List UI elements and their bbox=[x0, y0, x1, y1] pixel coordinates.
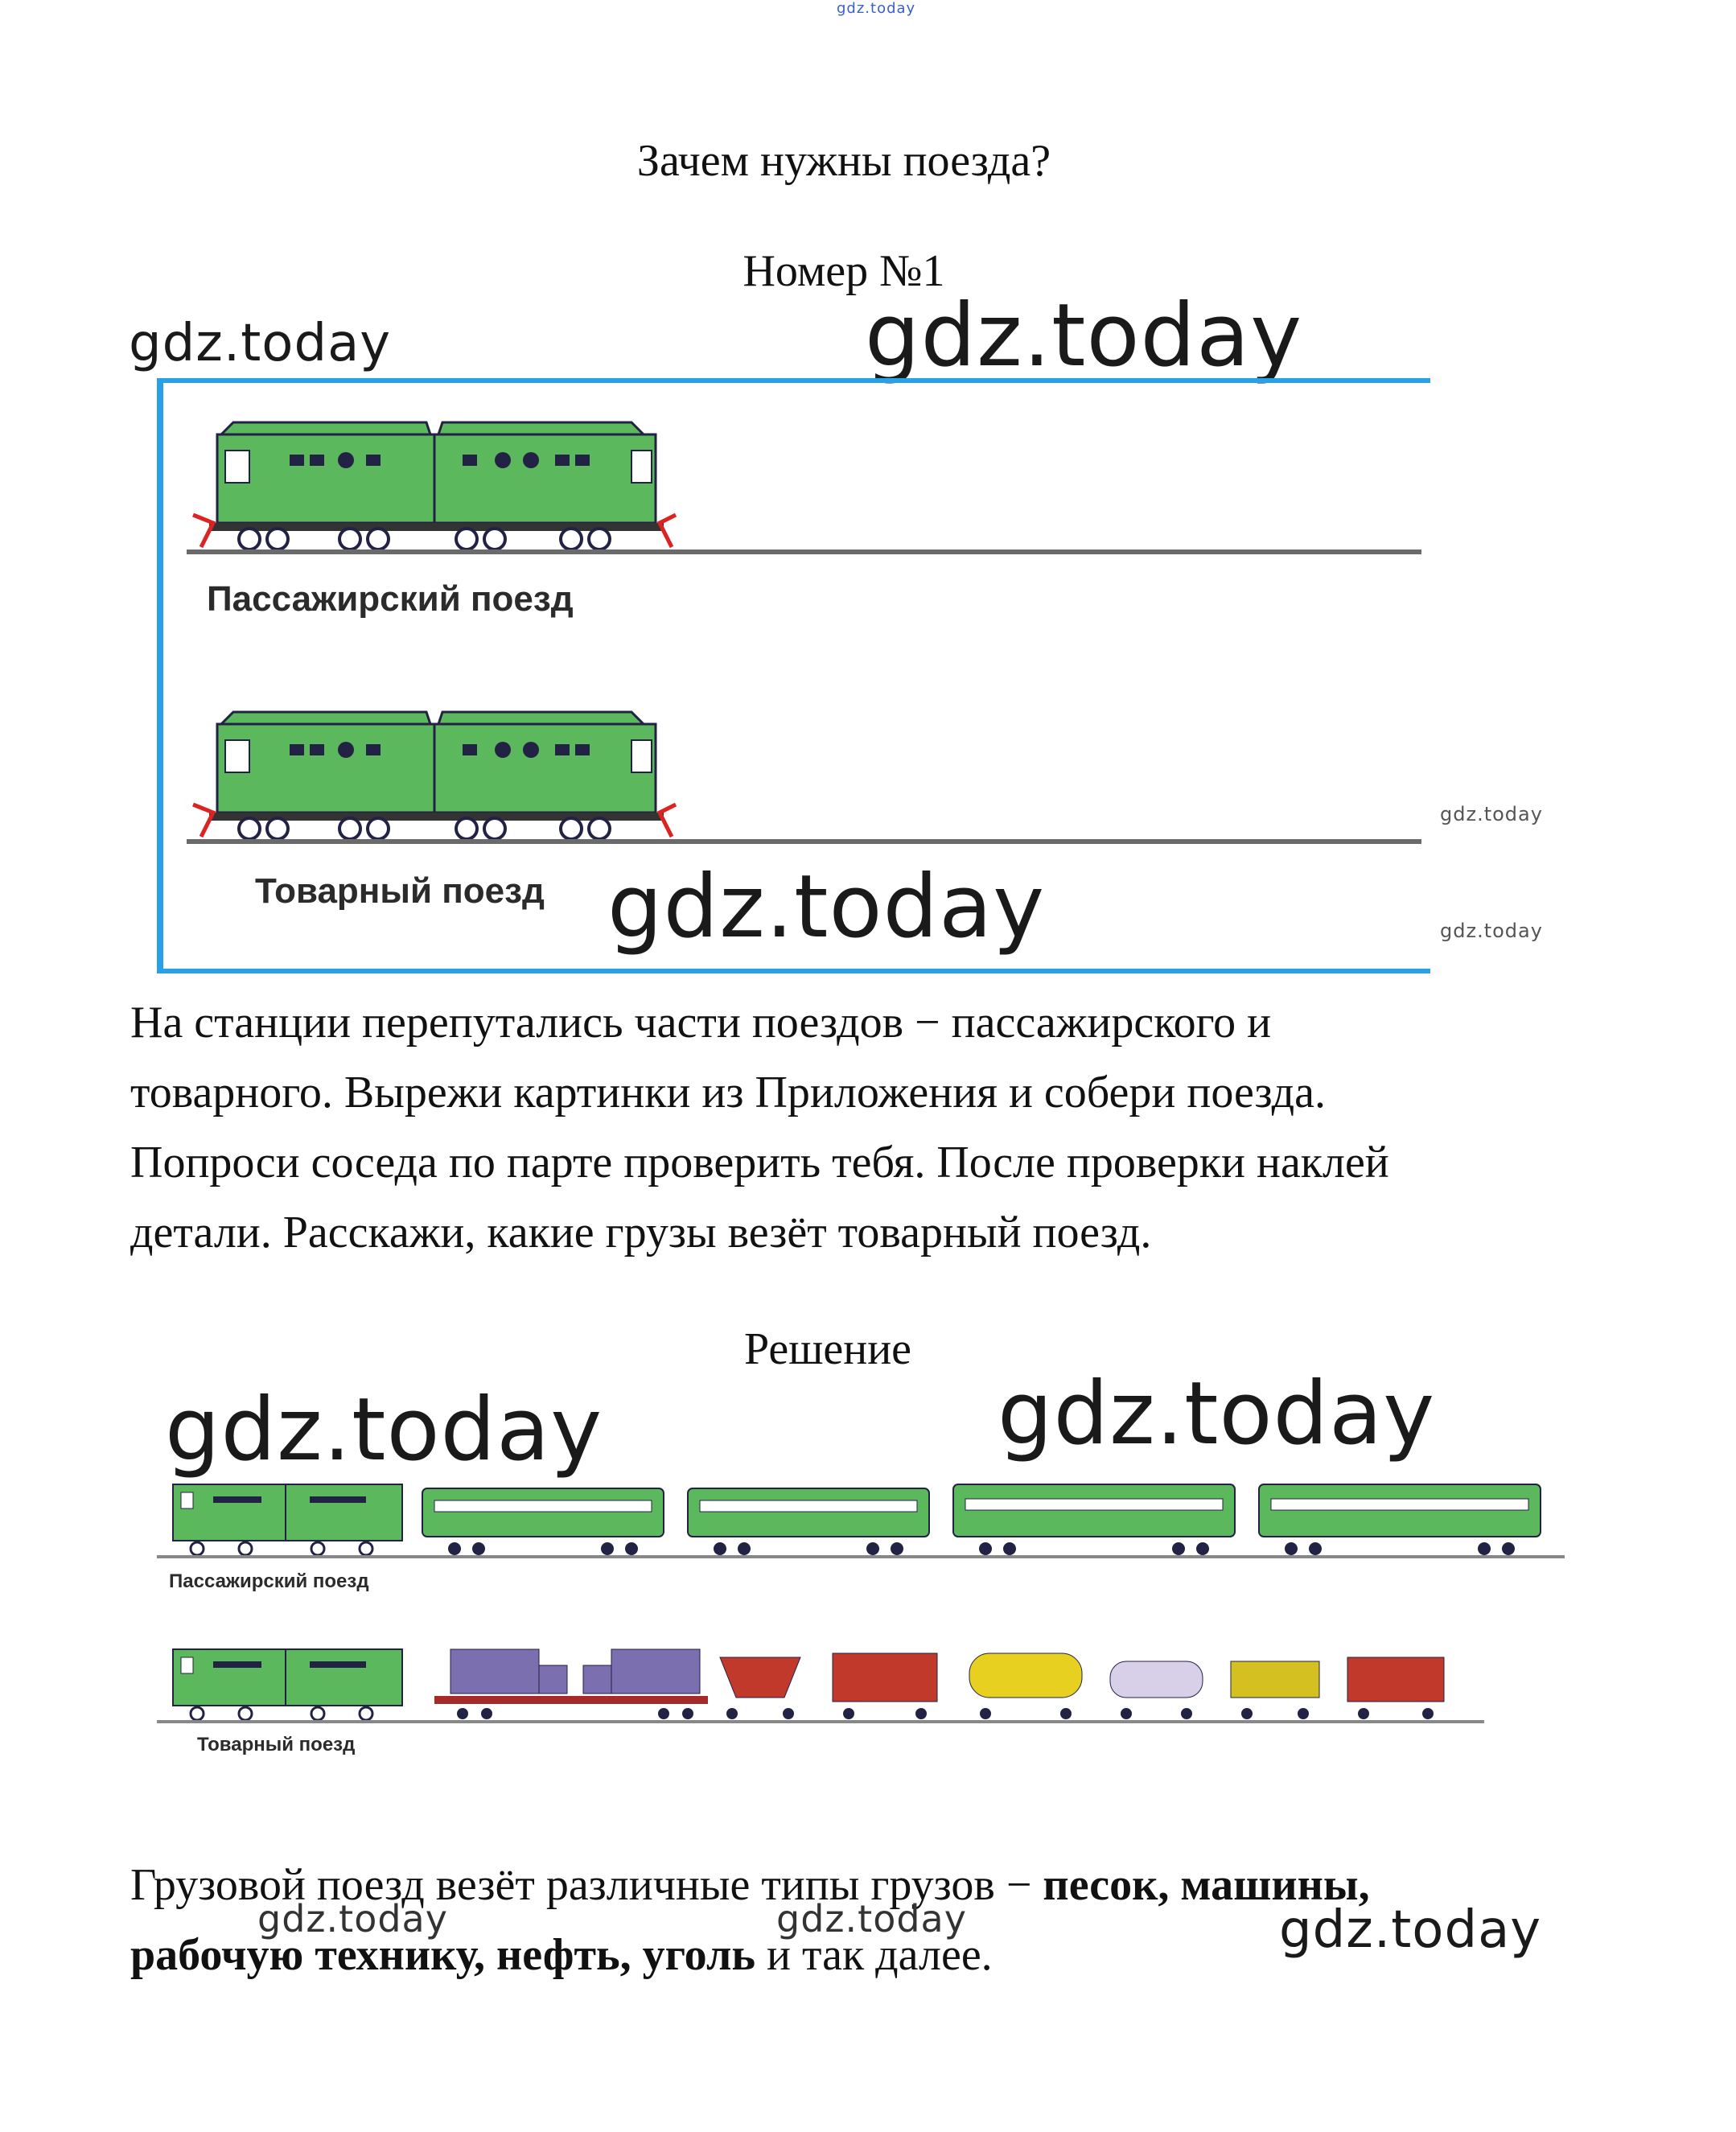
watermark: gdz.today bbox=[776, 1897, 967, 1941]
freight-locomotive bbox=[185, 700, 684, 845]
page-title: Зачем нужны поезда? bbox=[636, 136, 1051, 186]
watermark: gdz.today bbox=[1440, 920, 1543, 942]
watermark: gdz.today bbox=[129, 314, 392, 373]
boxcar-wagon bbox=[833, 1653, 937, 1719]
passenger-wagon bbox=[953, 1484, 1235, 1555]
solution-passenger-label: Пассажирский поезд bbox=[169, 1570, 369, 1592]
task-text-line: товарного. Вырежи картинки из Приложения и собери поезда. bbox=[130, 1068, 1326, 1117]
watermark: gdz.today bbox=[1440, 803, 1543, 825]
passenger-wagon bbox=[688, 1488, 929, 1555]
watermark: gdz.today bbox=[865, 286, 1303, 386]
task-text bbox=[130, 988, 1659, 1268]
rail bbox=[187, 839, 1421, 844]
answer-part: Грузовой поезд везёт различные типы грузов − bbox=[130, 1860, 1043, 1910]
task-text-line: Попроси соседа по парте проверить тебя. После проверки наклей bbox=[130, 1138, 1389, 1187]
solution-freight-train bbox=[157, 1633, 1484, 1726]
top-watermark: gdz.today bbox=[837, 0, 916, 17]
solution-freight-label: Товарный поезд bbox=[197, 1734, 356, 1755]
solution-passenger-train bbox=[157, 1468, 1565, 1561]
passenger-locomotive bbox=[185, 410, 684, 555]
silver-tank-wagon bbox=[1110, 1661, 1203, 1719]
solution-heading: Решение bbox=[743, 1324, 912, 1374]
solution-locomotive bbox=[173, 1649, 402, 1720]
watermark: gdz.today bbox=[165, 1380, 603, 1480]
solution-locomotive bbox=[173, 1484, 402, 1555]
task-text-line: детали. Расскажи, какие грузы везёт товарный поезд. bbox=[130, 1208, 1152, 1257]
answer-bold: песок, машины, bbox=[1043, 1860, 1370, 1910]
task-number: Номер №1 bbox=[743, 246, 945, 296]
answer-part: и так далее. bbox=[755, 1930, 993, 1980]
freight-train-label: Товарный поезд bbox=[255, 871, 545, 911]
locomotive-body bbox=[193, 712, 676, 839]
truck-platform-wagon bbox=[434, 1649, 708, 1719]
passenger-wagon bbox=[1259, 1484, 1541, 1555]
locomotive-body bbox=[193, 422, 676, 549]
coal-wagon bbox=[1347, 1657, 1444, 1719]
yellow-tank-wagon bbox=[969, 1653, 1082, 1719]
rail bbox=[187, 549, 1421, 554]
passenger-train-label: Пассажирский поезд bbox=[207, 579, 574, 619]
watermark: gdz.today bbox=[257, 1897, 448, 1941]
lumber-wagon bbox=[1231, 1661, 1319, 1719]
answer-bold: рабочую технику, нефть, уголь bbox=[130, 1930, 755, 1980]
watermark: gdz.today bbox=[1279, 1900, 1542, 1960]
task-text-line: На станции перепутались части поездов − пассажирского и bbox=[130, 998, 1272, 1047]
hopper-wagon bbox=[720, 1657, 800, 1719]
watermark: gdz.today bbox=[607, 857, 1046, 957]
watermark: gdz.today bbox=[998, 1364, 1436, 1464]
passenger-wagon bbox=[422, 1488, 664, 1555]
